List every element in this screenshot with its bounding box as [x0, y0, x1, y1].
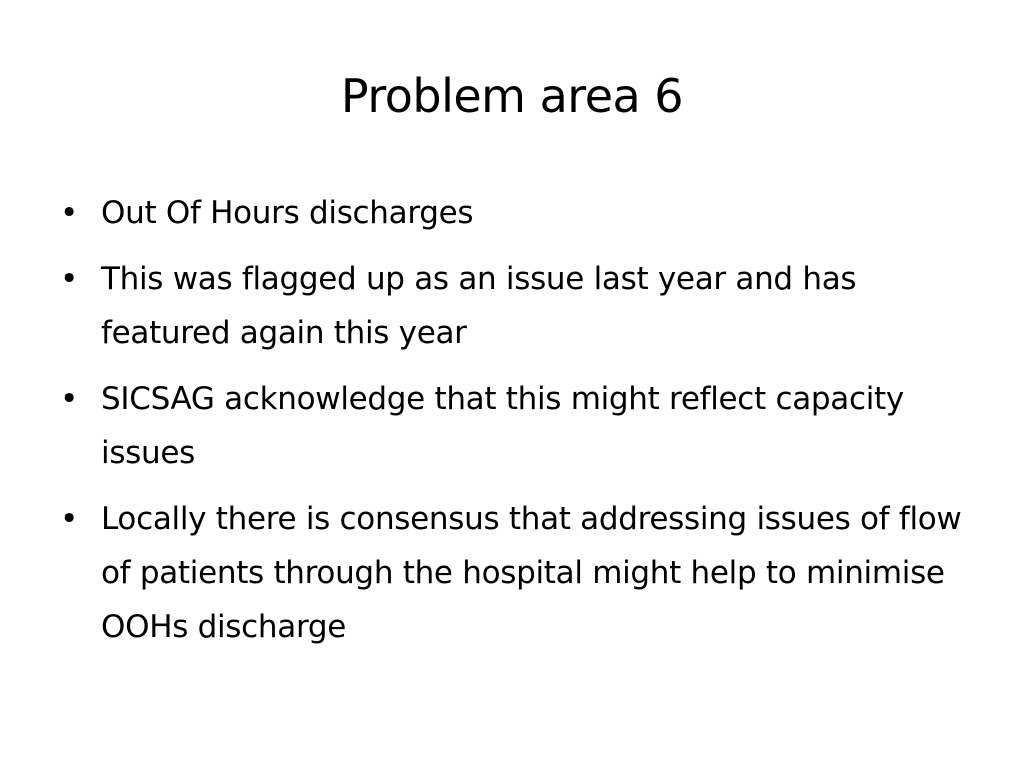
- bullet-dot-icon: •: [60, 501, 78, 537]
- slide-title: Problem area 6: [340, 69, 684, 123]
- bullet-dot-icon: •: [60, 381, 78, 417]
- bullet-item: [57, 492, 977, 654]
- bullet-text: Out Of Hours discharges: [101, 195, 474, 231]
- bullet-item: [57, 186, 977, 240]
- bullet-text: SICSAG acknowledge that this might reflect capacity issues: [101, 381, 904, 471]
- bullet-list: [57, 186, 977, 666]
- bullet-dot-icon: •: [60, 195, 78, 231]
- bullet-text: Locally there is consensus that addressing issues of flow of patients through the hospital might help to minimise OOHs discharge: [101, 501, 962, 645]
- bullet-dot-icon: •: [60, 261, 78, 297]
- bullet-text: This was flagged up as an issue last year and has featured again this year: [101, 261, 857, 351]
- bullet-item: [57, 372, 977, 480]
- bullet-item: [57, 252, 977, 360]
